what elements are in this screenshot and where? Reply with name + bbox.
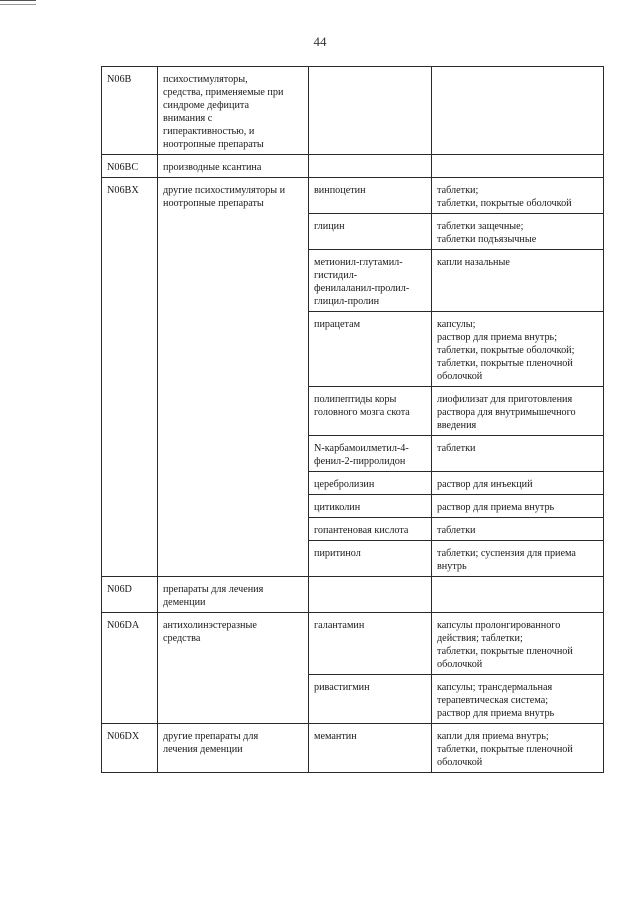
dosage-form-cell [432,67,604,155]
group-name-cell [158,724,309,773]
dosage-form-cell [432,675,604,724]
table-row [102,613,604,675]
dosage-form-cell-line: капли назальные [437,257,510,268]
dosage-form-cell-line: раствор для приема внутрь; [437,332,558,343]
group-name-cell [158,577,309,613]
dosage-form-cell-line: действия; таблетки; [437,633,523,644]
dosage-form-cell-line: таблетки [437,525,476,536]
drug-name-cell [309,250,432,312]
table-body [102,67,604,773]
drug-name-cell-line: церебролизин [314,479,375,490]
drug-name-cell-line: галантамин [314,620,365,631]
dosage-form-cell-line: оболочкой [437,757,483,768]
dosage-form-cell-line: раствора для внутримышечного [437,407,576,418]
table-row [102,155,604,178]
dosage-form-cell [432,472,604,495]
drug-name-cell-line: винпоцетин [314,185,366,196]
group-name-cell-line: гиперактивностью, и [163,126,255,137]
drug-name-cell-line: фенилаланил-пролил- [314,283,410,294]
group-name-cell-line: деменции [163,597,206,608]
dosage-form-cell [432,724,604,773]
dosage-form-cell-line: введения [437,420,477,431]
dosage-form-cell-line: оболочкой [437,659,483,670]
drug-name-cell [309,472,432,495]
dosage-form-cell [432,577,604,613]
drug-name-cell [309,436,432,472]
dosage-form-cell-line: капсулы пролонгированного [437,620,561,631]
dosage-form-cell [432,178,604,214]
drug-name-cell [309,387,432,436]
group-name-cell [158,155,309,178]
group-name-cell-line: препараты для лечения [163,584,264,595]
dosage-form-cell-line: таблетки, покрытые оболочкой [437,198,572,209]
dosage-form-cell-line: таблетки; суспензия для приема [437,548,576,559]
dosage-form-cell-line: оболочкой [437,371,483,382]
group-name-cell [158,67,309,155]
atc-code-cell: N06B [102,67,158,155]
atc-code-cell: N06DA [102,613,158,724]
dosage-form-cell-line: капли для приема внутрь; [437,731,549,742]
dosage-form-cell-line: таблетки; [437,185,479,196]
group-name-cell-line: средства, применяемые при [163,87,284,98]
group-name-cell [158,178,309,577]
drug-name-cell [309,613,432,675]
atc-code-cell: N06D [102,577,158,613]
dosage-form-cell [432,436,604,472]
dosage-form-cell-line: таблетки, покрытые пленочной [437,646,573,657]
drug-name-cell-line: N-карбамоилметил-4- [314,443,409,454]
table-row [102,577,604,613]
dosage-form-cell-line: таблетки, покрытые пленочной [437,744,573,755]
drug-name-cell-line: мемантин [314,731,357,742]
drug-name-cell-line: метионил-глутамил- [314,257,403,268]
drug-name-cell [309,178,432,214]
drug-name-cell [309,312,432,387]
dosage-form-cell [432,250,604,312]
dosage-form-cell-line: капсулы; трансдермальная [437,682,553,693]
dosage-form-cell-line: капсулы; [437,319,476,330]
drug-name-cell-line: гопантеновая кислота [314,525,409,536]
drug-name-cell-line: фенил-2-пирролидон [314,456,406,467]
group-name-cell-line: антихолинэстеразные [163,620,257,631]
dosage-form-cell [432,214,604,250]
drug-name-cell [309,541,432,577]
drug-name-cell [309,724,432,773]
group-name-cell [158,613,309,724]
dosage-form-cell [432,495,604,518]
dosage-form-cell-line: раствор для приема внутрь [437,502,555,513]
page-number: 44 [313,34,327,49]
drug-name-cell [309,495,432,518]
drug-name-cell [309,518,432,541]
drug-name-cell [309,155,432,178]
drug-name-cell [309,675,432,724]
drug-name-cell-line: гистидил- [314,270,358,281]
drug-name-cell [309,577,432,613]
group-name-cell-line: ноотропные препараты [163,139,264,150]
group-name-cell-line: психостимуляторы, [163,74,248,85]
atc-code-cell: N06BX [102,178,158,577]
drug-name-cell [309,214,432,250]
dosage-form-cell-line: таблетки подъязычные [437,234,537,245]
dosage-form-cell [432,312,604,387]
dosage-form-cell [432,387,604,436]
dosage-form-cell-line: лиофилизат для приготовления [437,394,573,405]
scan-edge-mark [0,0,36,5]
drug-classification-table [101,66,604,773]
group-name-cell-line: синдроме дефицита [163,100,250,111]
table-row [102,178,604,214]
dosage-form-cell-line: внутрь [437,561,467,572]
dosage-form-cell [432,541,604,577]
table-row [102,724,604,773]
dosage-form-cell-line: раствор для приема внутрь [437,708,555,719]
dosage-form-cell [432,518,604,541]
atc-code-cell: N06DX [102,724,158,773]
dosage-form-cell [432,155,604,178]
group-name-cell-line: лечения деменции [163,744,243,755]
drug-name-cell-line: ривастигмин [314,682,370,693]
drug-name-cell-line: пирацетам [314,319,361,330]
group-name-cell-line: другие препараты для [163,731,259,742]
drug-name-cell-line: глицин [314,221,345,232]
dosage-form-cell-line: таблетки, покрытые оболочкой; [437,345,575,356]
dosage-form-cell-line: терапевтическая система; [437,695,549,706]
drug-name-cell-line: головного мозга скота [314,407,410,418]
drug-name-cell-line: пиритинол [314,548,361,559]
group-name-cell-line: внимания с [163,113,213,124]
dosage-form-cell-line: раствор для инъекций [437,479,533,490]
dosage-form-cell [432,613,604,675]
dosage-form-cell-line: таблетки [437,443,476,454]
group-name-cell-line: ноотропные препараты [163,198,264,209]
drug-name-cell-line: полипептиды коры [314,394,397,405]
table-row [102,67,604,155]
group-name-cell-line: производные ксантина [163,162,262,173]
drug-name-cell-line: цитиколин [314,502,361,513]
group-name-cell-line: средства [163,633,201,644]
atc-code-cell: N06BC [102,155,158,178]
group-name-cell-line: другие психостимуляторы и [163,185,286,196]
dosage-form-cell-line: таблетки защечные; [437,221,524,232]
dosage-form-cell-line: таблетки, покрытые пленочной [437,358,573,369]
drug-name-cell-line: глицил-пролин [314,296,380,307]
drug-name-cell [309,67,432,155]
